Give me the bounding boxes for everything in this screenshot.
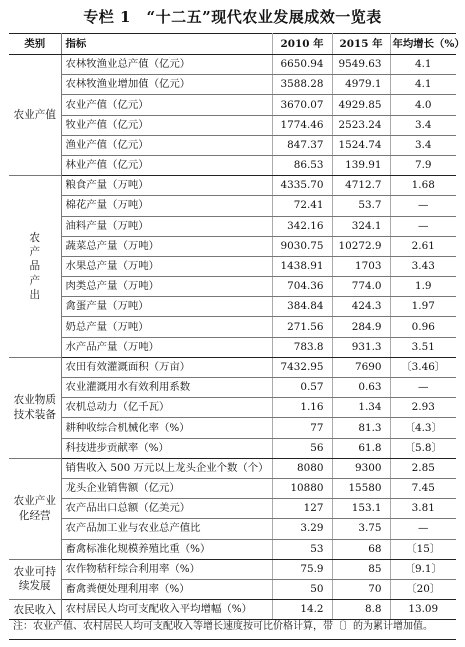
indicator-cell: 粮食产量（万吨） bbox=[61, 176, 272, 196]
growth-cell: 3.43 bbox=[390, 256, 456, 276]
value-2010-cell: 1774.46 bbox=[272, 115, 332, 135]
growth-cell: 〔15〕 bbox=[390, 539, 456, 559]
value-2015-cell: 15580 bbox=[332, 478, 390, 498]
value-2015-cell: 0.63 bbox=[332, 378, 390, 398]
value-2010-cell: 1438.91 bbox=[272, 256, 332, 276]
growth-cell: 〔3.46〕 bbox=[390, 357, 456, 377]
table-row bbox=[9, 418, 456, 438]
indicator-cell: 水产品产量（万吨） bbox=[61, 337, 272, 357]
value-2010-cell: 783.8 bbox=[272, 337, 332, 357]
indicator-cell: 牧业产值（亿元） bbox=[61, 115, 272, 135]
indicator-cell: 农产品出口总额（亿美元） bbox=[61, 499, 272, 519]
category-cell bbox=[9, 559, 61, 599]
indicator-cell: 肉类总产量（万吨） bbox=[61, 277, 272, 297]
indicator-cell: 水果总产量（万吨） bbox=[61, 256, 272, 276]
growth-cell: 〔5.8〕 bbox=[390, 438, 456, 458]
value-2015-cell: 424.3 bbox=[332, 297, 390, 317]
growth-cell: 3.4 bbox=[390, 115, 456, 135]
growth-cell: 2.93 bbox=[390, 398, 456, 418]
indicator-cell: 农业灌溉用水有效利用系数 bbox=[61, 378, 272, 398]
table-row bbox=[9, 236, 456, 256]
table-row bbox=[9, 378, 456, 398]
table-row bbox=[9, 438, 456, 458]
growth-cell: — bbox=[390, 519, 456, 539]
value-2010-cell: 847.37 bbox=[272, 135, 332, 155]
table-row bbox=[9, 216, 456, 236]
category-label: 农业产值 bbox=[13, 108, 56, 121]
category-label: 农业可持续发展 bbox=[13, 566, 56, 593]
value-2015-cell: 70 bbox=[332, 579, 390, 599]
header-2010: 2010 年 bbox=[272, 34, 332, 55]
value-2015-cell: 153.1 bbox=[332, 499, 390, 519]
growth-cell: 3.51 bbox=[390, 337, 456, 357]
value-2015-cell: 4712.7 bbox=[332, 176, 390, 196]
bottom-rule bbox=[9, 639, 456, 640]
growth-cell: 0.96 bbox=[390, 317, 456, 337]
category-label: 农民收入 bbox=[13, 603, 56, 616]
value-2010-cell: 1.16 bbox=[272, 398, 332, 418]
value-2010-cell: 6650.94 bbox=[272, 55, 332, 75]
value-2010-cell: 127 bbox=[272, 499, 332, 519]
category-label: 农产品产出 bbox=[29, 231, 41, 301]
table-row bbox=[9, 256, 456, 276]
indicator-cell: 畜禽粪便处理利用率（%） bbox=[61, 579, 272, 599]
growth-cell: 4.1 bbox=[390, 55, 456, 75]
table-row bbox=[9, 115, 456, 135]
value-2010-cell: 3.29 bbox=[272, 519, 332, 539]
value-2015-cell: 4929.85 bbox=[332, 95, 390, 115]
indicator-cell: 渔业产值（亿元） bbox=[61, 135, 272, 155]
table-row bbox=[9, 75, 456, 95]
value-2010-cell: 7432.95 bbox=[272, 357, 332, 377]
category-label: 农业物质技术装备 bbox=[13, 394, 56, 421]
indicator-cell: 奶总产量（万吨） bbox=[61, 317, 272, 337]
table-row bbox=[9, 357, 456, 377]
growth-cell: 4.0 bbox=[390, 95, 456, 115]
indicator-cell: 农机总动力（亿千瓦） bbox=[61, 398, 272, 418]
table-row bbox=[9, 176, 456, 196]
value-2010-cell: 342.16 bbox=[272, 216, 332, 236]
table-row bbox=[9, 55, 456, 75]
value-2015-cell: 4979.1 bbox=[332, 75, 390, 95]
category-cell bbox=[9, 176, 61, 358]
growth-cell: 〔20〕 bbox=[390, 579, 456, 599]
indicator-cell: 农业产值（亿元） bbox=[61, 95, 272, 115]
value-2010-cell: 56 bbox=[272, 438, 332, 458]
value-2010-cell: 3670.07 bbox=[272, 95, 332, 115]
indicator-cell: 畜禽标准化规模养殖比重（%） bbox=[61, 539, 272, 559]
value-2015-cell: 9549.63 bbox=[332, 55, 390, 75]
value-2015-cell: 61.8 bbox=[332, 438, 390, 458]
value-2015-cell: 68 bbox=[332, 539, 390, 559]
value-2015-cell: 1524.74 bbox=[332, 135, 390, 155]
indicator-cell: 龙头企业销售额（亿元） bbox=[61, 478, 272, 498]
header-category: 类别 bbox=[9, 34, 61, 55]
value-2015-cell: 53.7 bbox=[332, 196, 390, 216]
growth-cell: 〔9.1〕 bbox=[390, 559, 456, 579]
value-2010-cell: 10880 bbox=[272, 478, 332, 498]
indicator-cell: 棉花产量（万吨） bbox=[61, 196, 272, 216]
growth-cell: — bbox=[390, 378, 456, 398]
value-2015-cell: 774.0 bbox=[332, 277, 390, 297]
value-2015-cell: 324.1 bbox=[332, 216, 390, 236]
table-row bbox=[9, 499, 456, 519]
value-2010-cell: 14.2 bbox=[272, 600, 332, 620]
indicator-cell: 耕种收综合机械化率（%） bbox=[61, 418, 272, 438]
table-row bbox=[9, 478, 456, 498]
value-2010-cell: 271.56 bbox=[272, 317, 332, 337]
value-2015-cell: 3.75 bbox=[332, 519, 390, 539]
indicator-cell: 林业产值（亿元） bbox=[61, 155, 272, 175]
indicator-cell: 农村居民人均可支配收入平均增幅（%） bbox=[61, 600, 272, 620]
table-footnote: 注：农业产值、农村居民人均可支配收入等增长速度按可比价格计算，带〔〕的为累计增加值。 bbox=[13, 621, 433, 632]
value-2010-cell: 77 bbox=[272, 418, 332, 438]
table-title: 专栏 1 “十二五”现代农业发展成效一览表 bbox=[83, 8, 382, 26]
indicator-cell: 科技进步贡献率（%） bbox=[61, 438, 272, 458]
table-row bbox=[9, 458, 456, 478]
indicator-cell: 销售收入 500 万元以上龙头企业个数（个） bbox=[61, 458, 272, 478]
value-2010-cell: 75.9 bbox=[272, 559, 332, 579]
table-row bbox=[9, 579, 456, 599]
agri-development-table bbox=[9, 33, 465, 620]
growth-cell: 7.45 bbox=[390, 478, 456, 498]
growth-cell: 〔4.3〕 bbox=[390, 418, 456, 438]
header-2015: 2015 年 bbox=[332, 34, 390, 55]
indicator-cell: 农产品加工业与农业总产值比 bbox=[61, 519, 272, 539]
value-2015-cell: 1.34 bbox=[332, 398, 390, 418]
indicator-cell: 农作物秸秆综合利用率（%） bbox=[61, 559, 272, 579]
category-label: 农业产业化经营 bbox=[13, 495, 56, 522]
value-2010-cell: 8080 bbox=[272, 458, 332, 478]
value-2010-cell: 9030.75 bbox=[272, 236, 332, 256]
indicator-cell: 油料产量（万吨） bbox=[61, 216, 272, 236]
value-2010-cell: 4335.70 bbox=[272, 176, 332, 196]
growth-cell: 1.9 bbox=[390, 277, 456, 297]
value-2015-cell: 1703 bbox=[332, 256, 390, 276]
growth-cell: — bbox=[390, 196, 456, 216]
value-2015-cell: 931.3 bbox=[332, 337, 390, 357]
value-2010-cell: 384.84 bbox=[272, 297, 332, 317]
table-row bbox=[9, 398, 456, 418]
category-cell bbox=[9, 357, 61, 458]
table-row bbox=[9, 135, 456, 155]
table-header-row bbox=[9, 34, 456, 55]
value-2010-cell: 72.41 bbox=[272, 196, 332, 216]
growth-cell: 4.1 bbox=[390, 75, 456, 95]
growth-cell: 2.61 bbox=[390, 236, 456, 256]
table-row bbox=[9, 519, 456, 539]
table-row bbox=[9, 559, 456, 579]
indicator-cell: 农林牧渔业总产值（亿元） bbox=[61, 55, 272, 75]
table-row bbox=[9, 277, 456, 297]
indicator-cell: 蔬菜总产量（万吨） bbox=[61, 236, 272, 256]
table-row bbox=[9, 539, 456, 559]
value-2010-cell: 53 bbox=[272, 539, 332, 559]
table-row bbox=[9, 297, 456, 317]
value-2015-cell: 139.91 bbox=[332, 155, 390, 175]
growth-cell: 13.09 bbox=[390, 600, 456, 620]
value-2010-cell: 3588.28 bbox=[272, 75, 332, 95]
growth-cell: 7.9 bbox=[390, 155, 456, 175]
value-2010-cell: 0.57 bbox=[272, 378, 332, 398]
value-2015-cell: 8.8 bbox=[332, 600, 390, 620]
table-body bbox=[9, 55, 456, 620]
value-2010-cell: 50 bbox=[272, 579, 332, 599]
value-2015-cell: 81.3 bbox=[332, 418, 390, 438]
indicator-cell: 禽蛋产量（万吨） bbox=[61, 297, 272, 317]
growth-cell: 3.81 bbox=[390, 499, 456, 519]
table-row bbox=[9, 317, 456, 337]
indicator-cell: 农田有效灌溉面积（万亩） bbox=[61, 357, 272, 377]
header-growth: 年均增长（%） bbox=[390, 34, 456, 55]
growth-cell: 3.4 bbox=[390, 135, 456, 155]
value-2015-cell: 85 bbox=[332, 559, 390, 579]
table-row bbox=[9, 95, 456, 115]
table-row bbox=[9, 337, 456, 357]
growth-cell: 1.68 bbox=[390, 176, 456, 196]
table-row bbox=[9, 155, 456, 175]
value-2015-cell: 9300 bbox=[332, 458, 390, 478]
value-2015-cell: 284.9 bbox=[332, 317, 390, 337]
category-cell bbox=[9, 458, 61, 559]
header-indicator: 指标 bbox=[61, 34, 272, 55]
growth-cell: 2.85 bbox=[390, 458, 456, 478]
category-cell bbox=[9, 55, 61, 176]
value-2015-cell: 10272.9 bbox=[332, 236, 390, 256]
value-2010-cell: 704.36 bbox=[272, 277, 332, 297]
value-2015-cell: 7690 bbox=[332, 357, 390, 377]
value-2015-cell: 2523.24 bbox=[332, 115, 390, 135]
table-row bbox=[9, 196, 456, 216]
value-2010-cell: 86.53 bbox=[272, 155, 332, 175]
indicator-cell: 农林牧渔业增加值（亿元） bbox=[61, 75, 272, 95]
growth-cell: 1.97 bbox=[390, 297, 456, 317]
growth-cell: — bbox=[390, 216, 456, 236]
